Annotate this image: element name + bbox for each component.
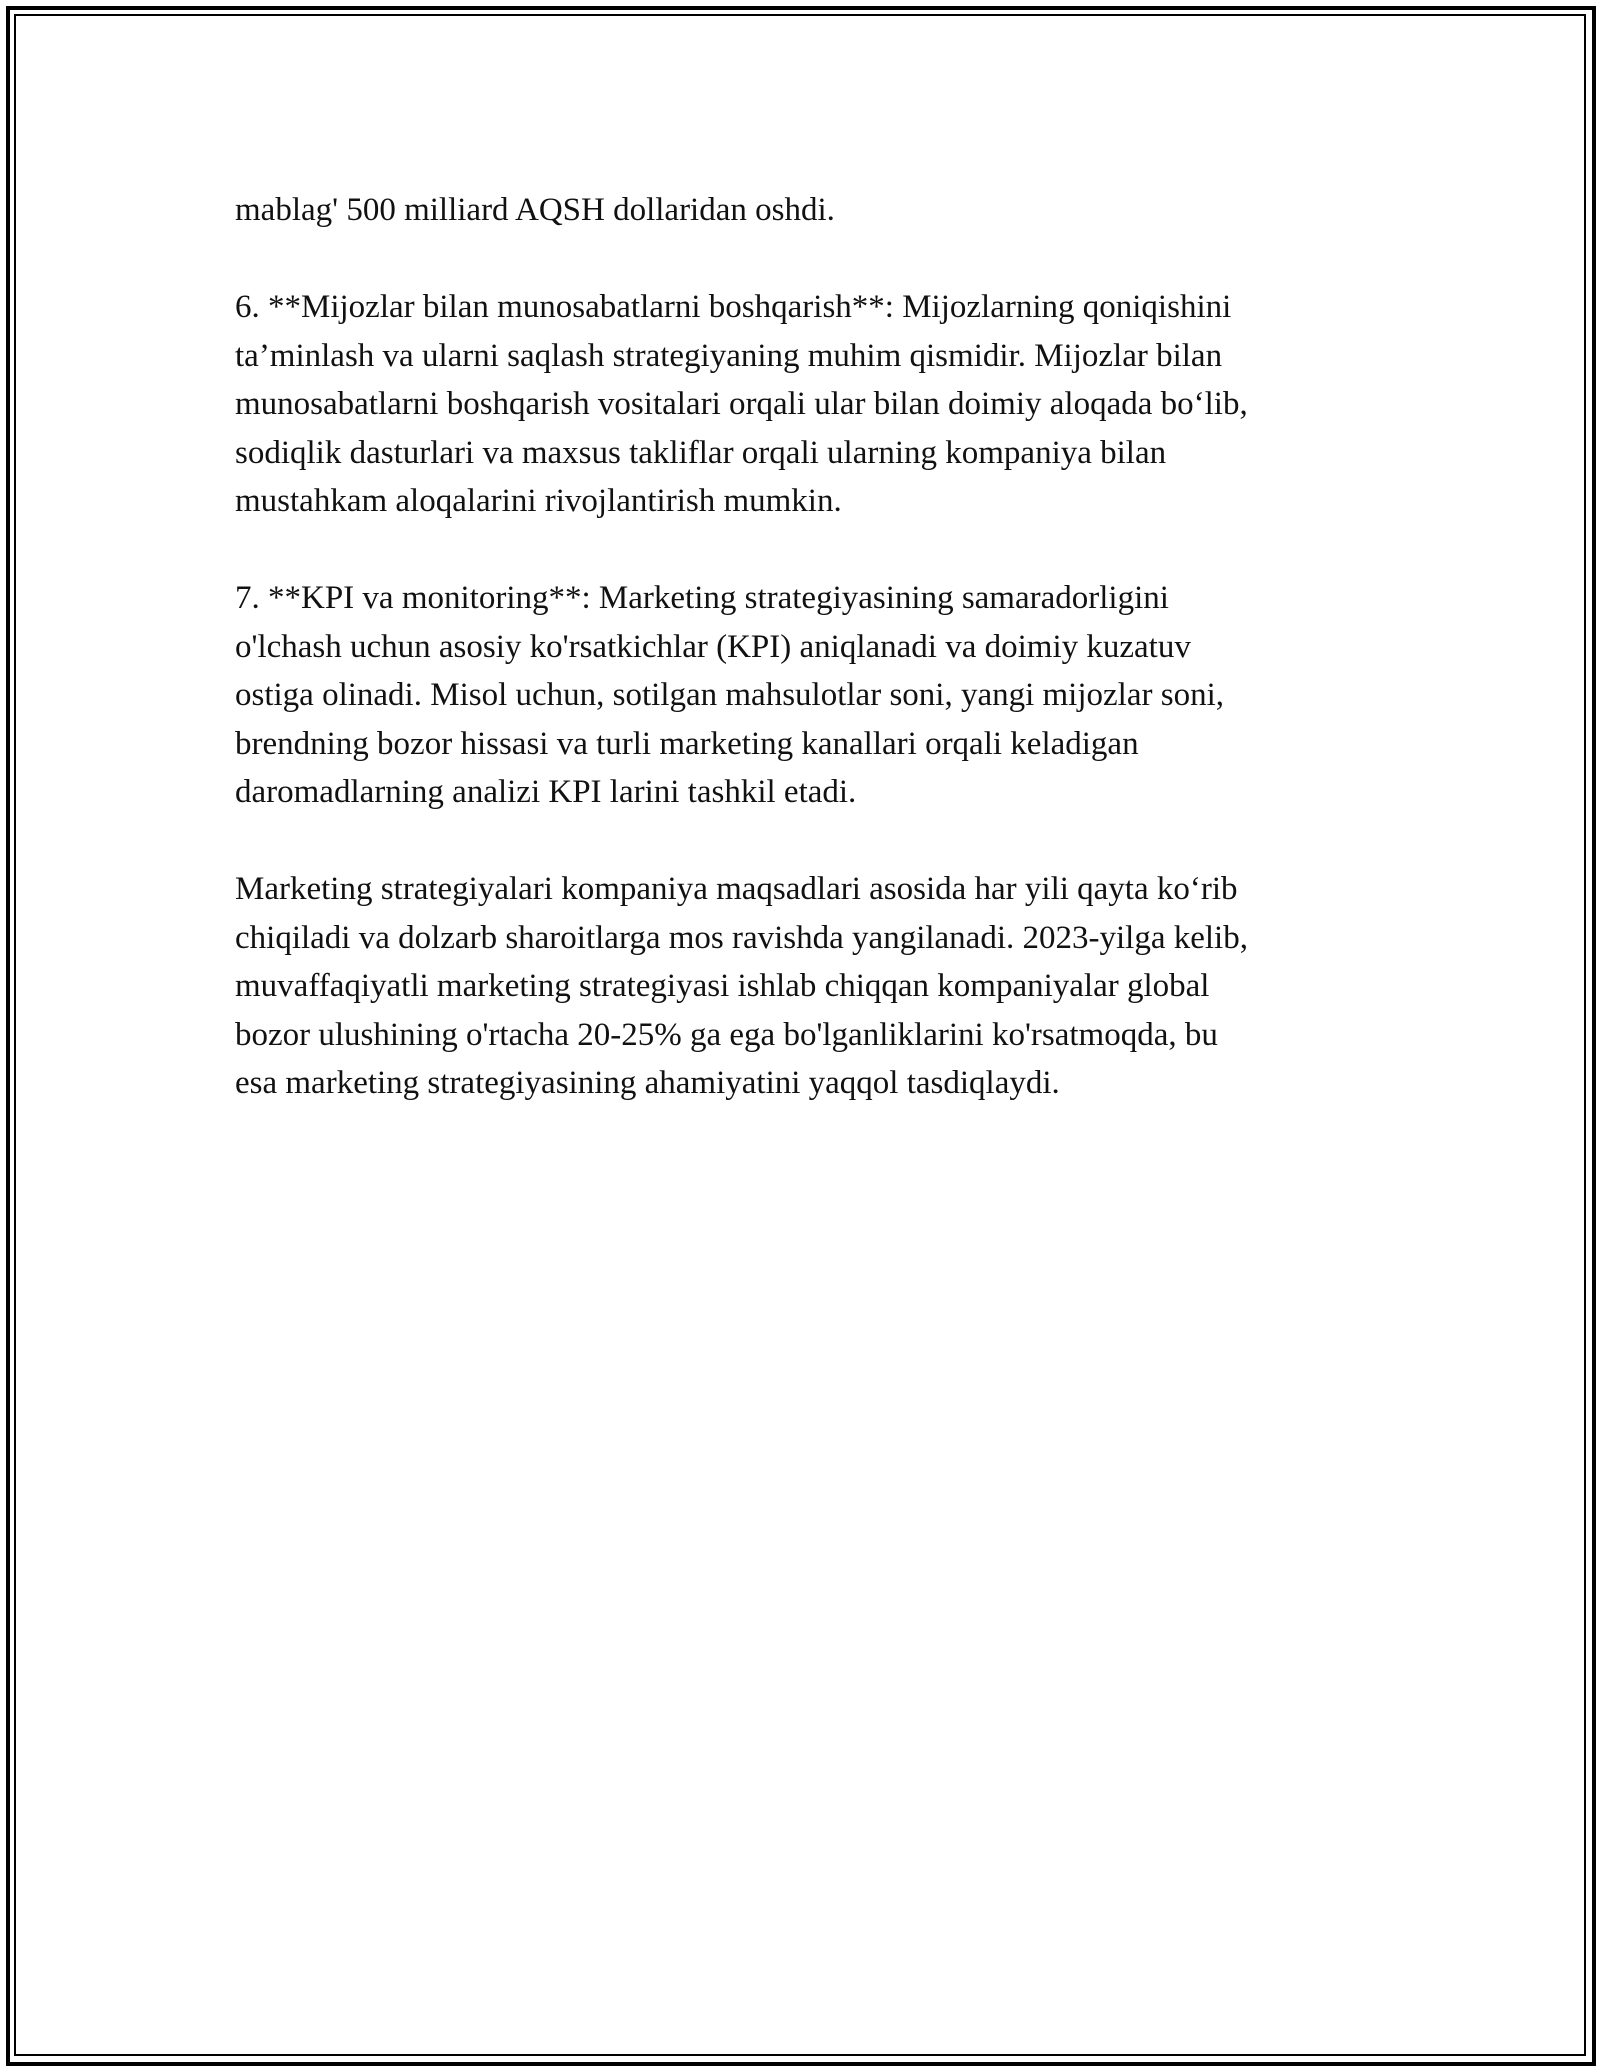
document-body (235, 186, 1375, 1156)
paragraph-customer-relations: 6. **Mijozlar bilan munosabatlarni boshqarish**: Mijozlarning qoniqishini ta’minlash va ularni saqlash strategiyaning muhim qismidir. Mijozlar bilan munosabatlarni boshqarish vositalari orqali ular bilan doimiy aloqada bo‘lib, sodiqlik dasturlari va maxsus takliflar orqali ularning kompaniya bilan mustahkam aloqalarini rivojlantirish mumkin. (235, 289, 1248, 519)
paragraph-continuation: mablag' 500 milliard AQSH dollaridan oshdi. (235, 192, 835, 228)
paragraph-conclusion: Marketing strategiyalari kompaniya maqsadlari asosida har yili qayta ko‘rib chiqiladi va dolzarb sharoitlarga mos ravishda yangilanadi. 2023-yilga kelib, muvaffaqiyatli marketing strategiyasi ishlab chiqqan kompaniyalar global bozor ulushining o'rtacha 20-25% ga ega bo'lganliklarini ko'rsatmoqda, bu esa marketing strategiyasining ahamiyatini yaqqol tasdiqlaydi. (235, 871, 1248, 1101)
paragraph-kpi-monitoring: 7. **KPI va monitoring**: Marketing strategiyasining samaradorligini o'lchash uchun asosiy ko'rsatkichlar (KPI) aniqlanadi va doimiy kuzatuv ostiga olinadi. Misol uchun, sotilgan mahsulotlar soni, yangi mijozlar soni, brendning bozor hissasi va turli marketing kanallari orqali keladigan daromadlarning analizi KPI larini tashkil etadi. (235, 580, 1224, 810)
